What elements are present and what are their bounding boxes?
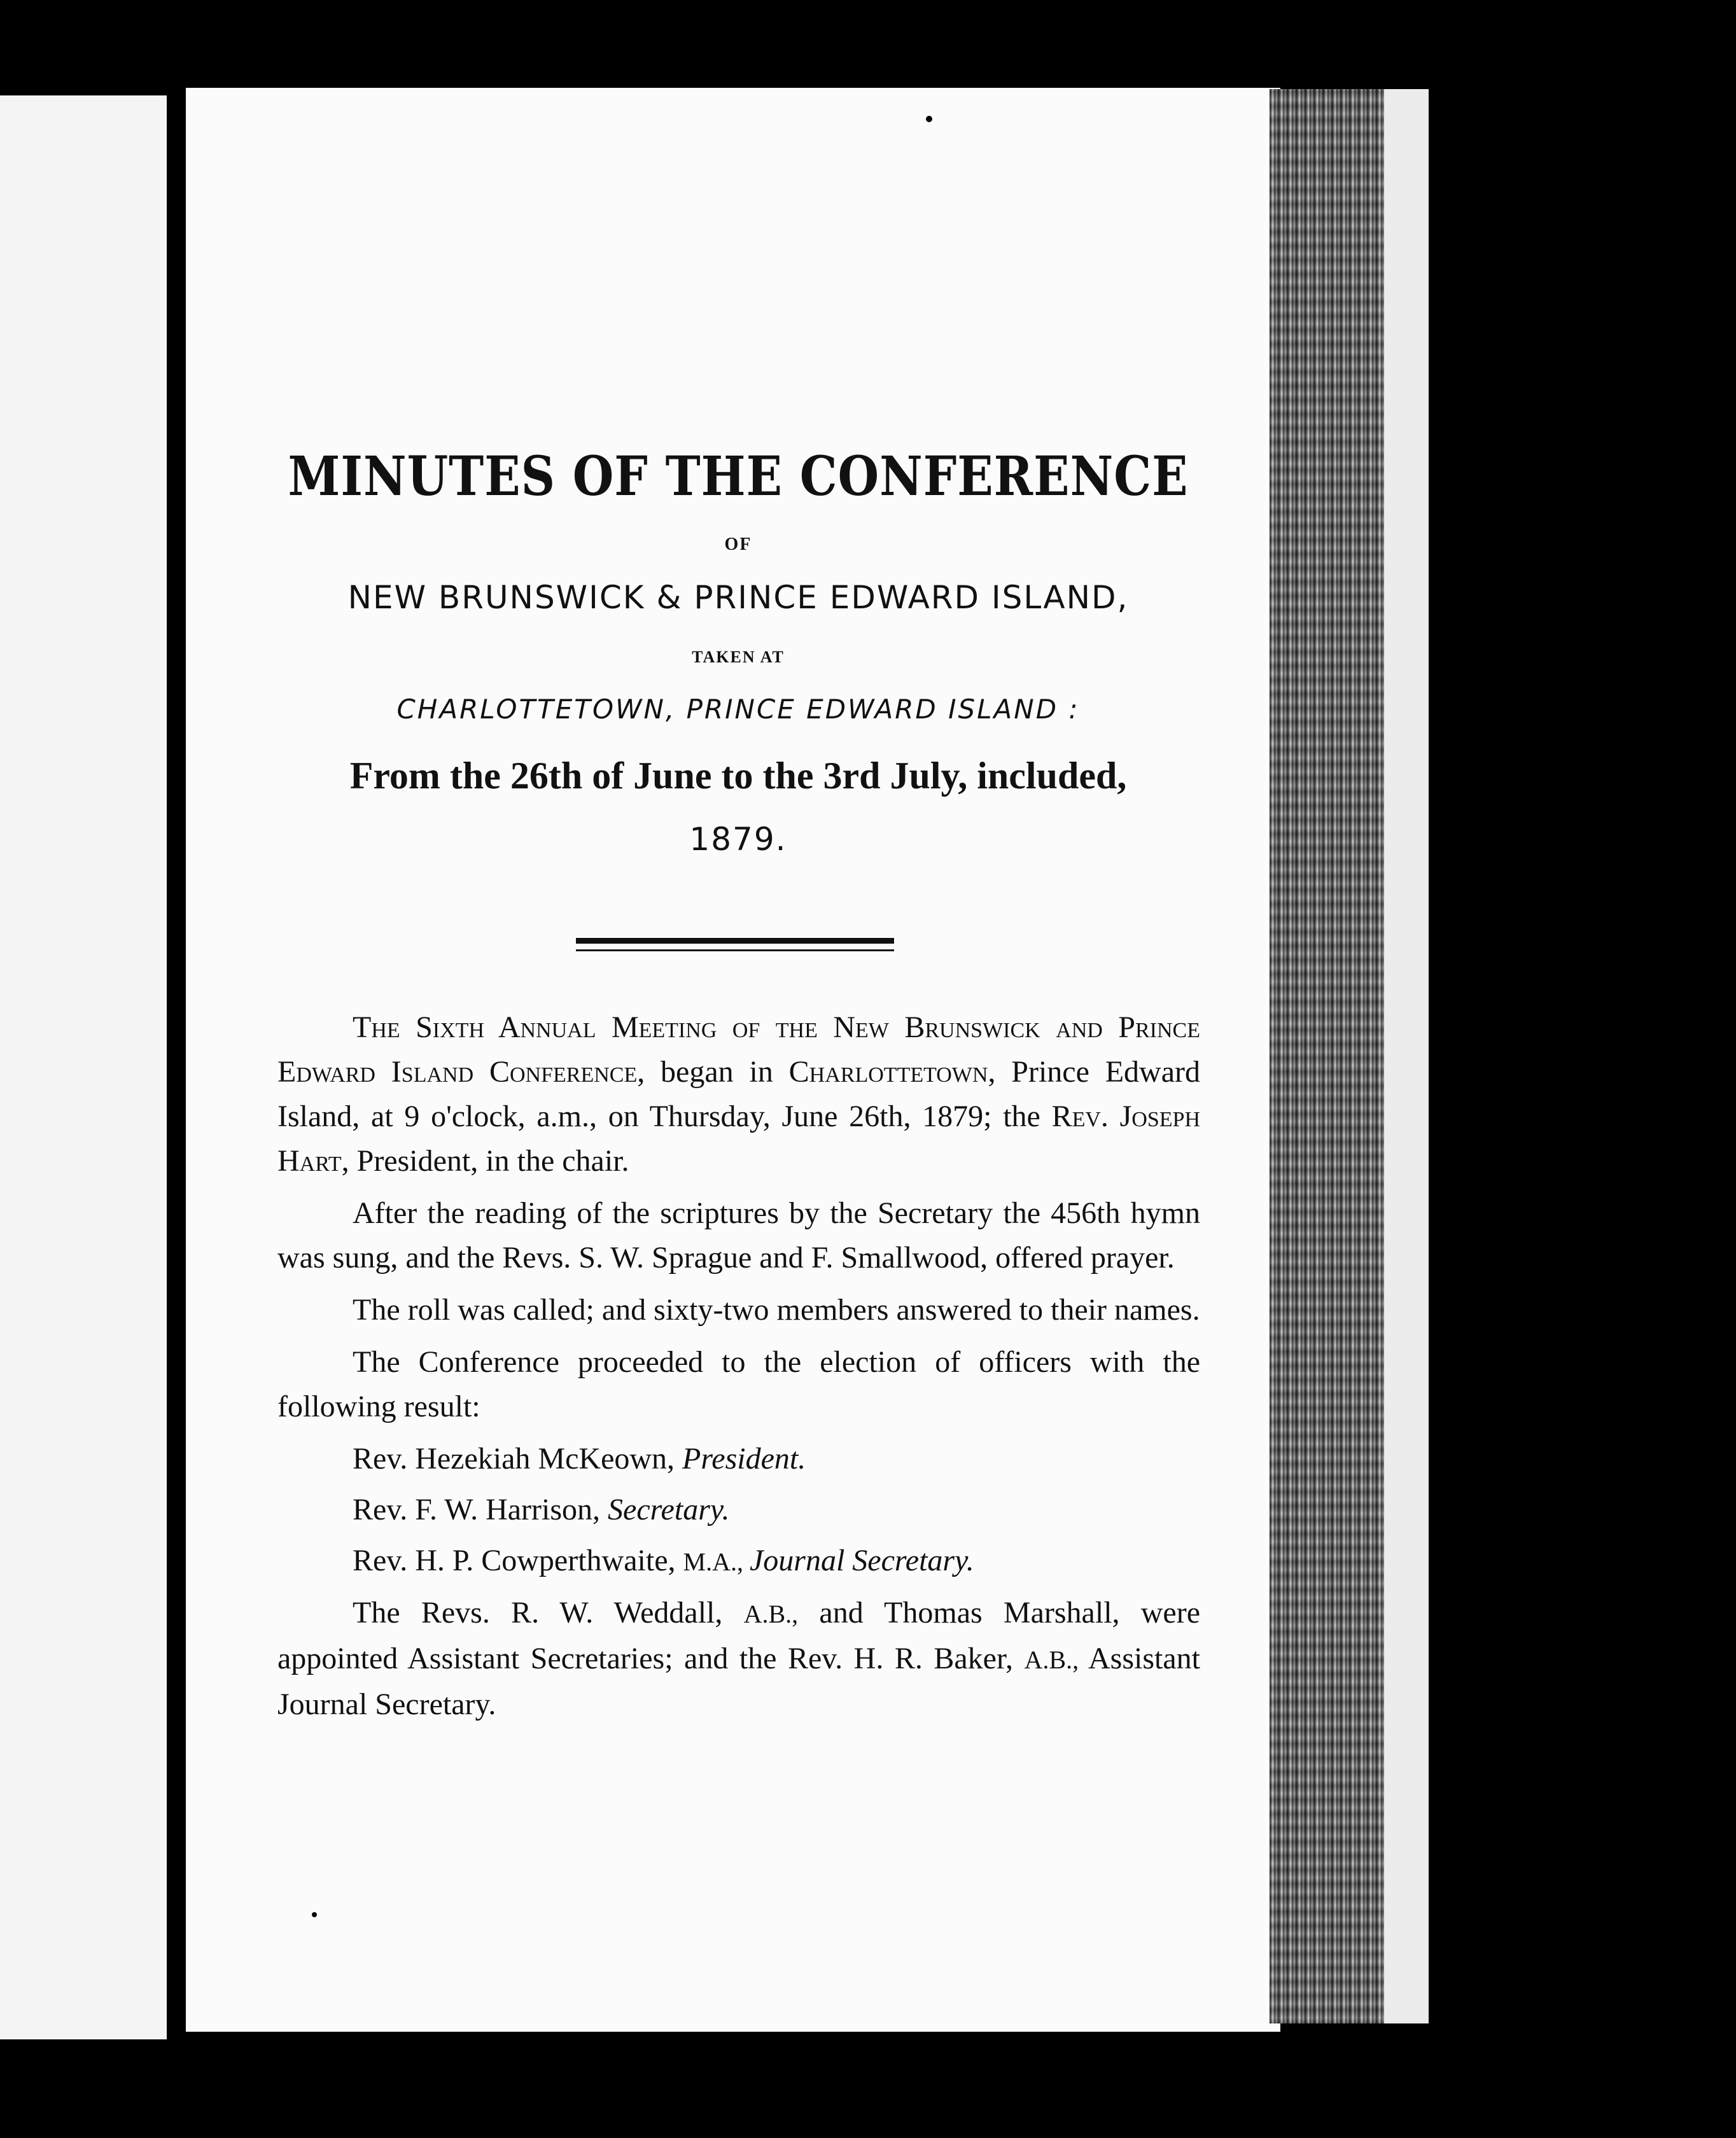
paragraph-assistants — [277, 1591, 1200, 1727]
page-edge-strip — [1384, 89, 1429, 2023]
title-of: OF — [724, 534, 752, 554]
location: CHARLOTTETOWN, PRINCE EDWARD ISLAND : — [396, 694, 1080, 725]
officer-president — [277, 1437, 1200, 1481]
officer-name: Rev. F. W. Harrison, — [353, 1493, 608, 1527]
officer-role: President. — [682, 1442, 806, 1476]
paragraph-election: The Conference proceeded to the election of officers with the following result: — [277, 1345, 1200, 1423]
divider-thin — [576, 949, 894, 951]
opening-text-b: Prince Edward Island, at 9 o'clock, a.m., on Thursday, June 26th, 1879; the — [277, 1055, 1200, 1133]
conference-name: NEW BRUNSWICK & PRINCE EDWARD ISLAND, — [347, 579, 1129, 616]
assistants-text-b: and Thomas Marshall, were appointed Assistant Secretaries; and the Rev. H. R. Baker, — [277, 1596, 1200, 1675]
officer-secretary — [277, 1488, 1200, 1532]
opening-text-c: President, in the chair. — [349, 1144, 629, 1178]
page-edges — [1270, 89, 1384, 2023]
ink-speck — [312, 1912, 317, 1917]
officer-name: Rev. Hezekiah McKeown, — [353, 1442, 683, 1476]
officer-name: Rev. H. P. Cowperthwaite, — [353, 1544, 683, 1577]
ink-speck — [926, 116, 932, 122]
assistants-text-a: The Revs. R. W. Weddall, — [353, 1596, 744, 1630]
officer-role: Journal Secretary. — [749, 1544, 974, 1577]
paragraph-opening — [277, 1005, 1200, 1184]
officer-journal-secretary — [277, 1539, 1200, 1584]
officer-role: Secretary. — [608, 1493, 730, 1527]
assistants-text-c: Assistant Journal Secretary. — [277, 1642, 1200, 1721]
degree-1: A.B., — [743, 1600, 799, 1628]
chair-name: Rev. Joseph Hart, — [277, 1100, 1200, 1178]
year: 1879. — [689, 821, 787, 858]
taken-at: TAKEN AT — [692, 648, 785, 666]
document-title: MINUTES OF THE CONFERENCE — [288, 445, 1189, 508]
paragraph-scripture: After the reading of the scriptures by the Secretary the 456th hymn was sung, and the Revs. S. W. Sprague and F. Smallwood, offered prayer. — [277, 1196, 1200, 1275]
city-name: Charlottetown, — [788, 1055, 996, 1089]
officer-degree: M.A., — [683, 1548, 750, 1576]
opening-text-a: began in — [645, 1055, 789, 1089]
date-range: From the 26th of June to the 3rd July, included, — [349, 755, 1127, 797]
opening-phrase: The Sixth Annual Meeting of the New Brunswick and Prince Edward Island Conference, — [277, 1010, 1200, 1089]
body-text — [277, 1005, 1200, 1735]
divider-thick — [576, 938, 894, 944]
paragraph-roll: The roll was called; and sixty-two members answered to their names. — [353, 1293, 1200, 1327]
facing-page — [0, 95, 167, 2039]
degree-2: A.B., — [1024, 1645, 1079, 1674]
